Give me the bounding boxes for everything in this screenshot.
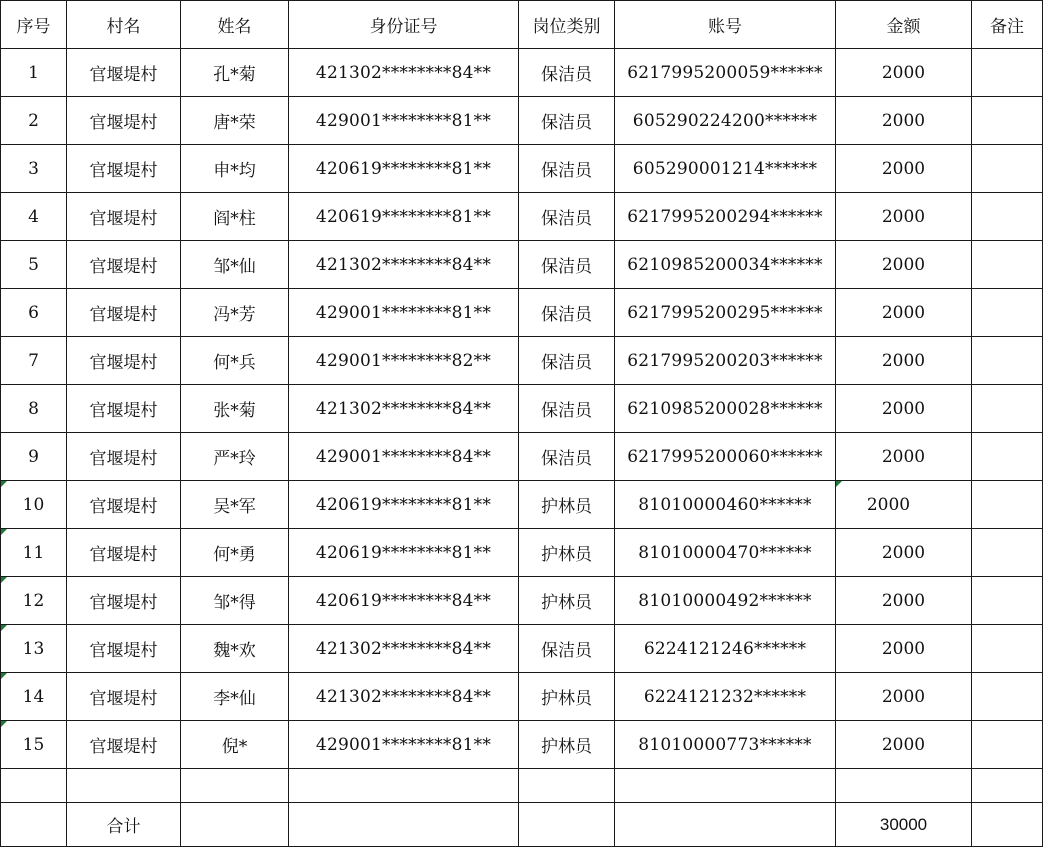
amount-cell[interactable]: 2000	[836, 97, 972, 145]
row-number-cell[interactable]: 4	[1, 193, 67, 241]
id-number-cell[interactable]: 421302********84**	[289, 625, 519, 673]
id-number-cell[interactable]: 421302********84**	[289, 241, 519, 289]
amount-cell[interactable]: 2000	[836, 721, 972, 769]
note-cell[interactable]	[972, 481, 1043, 529]
account-number-cell[interactable]: 6217995200295******	[615, 289, 836, 337]
header-cell-note[interactable]: 备注	[972, 1, 1043, 49]
account-number-cell[interactable]: 6217995200060******	[615, 433, 836, 481]
role-cell[interactable]: 保洁员	[519, 97, 615, 145]
amount-cell[interactable]: 2000	[836, 193, 972, 241]
id-number-cell[interactable]: 420619********81**	[289, 145, 519, 193]
table-cell[interactable]	[836, 769, 972, 803]
row-number-cell[interactable]: 15	[1, 721, 67, 769]
account-number-cell[interactable]: 81010000470******	[615, 529, 836, 577]
name-cell[interactable]: 阎*柱	[181, 193, 289, 241]
id-number-cell[interactable]: 429001********84**	[289, 433, 519, 481]
table-row	[1, 577, 1043, 625]
table-row	[1, 433, 1043, 481]
amount-cell[interactable]: 2000	[836, 481, 972, 529]
table-cell[interactable]	[519, 769, 615, 803]
header-cell-account[interactable]: 账号	[615, 1, 836, 49]
table-cell[interactable]	[615, 769, 836, 803]
table-row	[1, 145, 1043, 193]
amount-cell[interactable]: 2000	[836, 529, 972, 577]
name-cell[interactable]: 吴*军	[181, 481, 289, 529]
account-number-cell[interactable]: 605290001214******	[615, 145, 836, 193]
village-cell[interactable]: 官堰堤村	[67, 241, 181, 289]
role-cell[interactable]: 保洁员	[519, 433, 615, 481]
role-cell[interactable]: 保洁员	[519, 625, 615, 673]
table-cell[interactable]	[1, 769, 67, 803]
village-cell[interactable]: 官堰堤村	[67, 97, 181, 145]
table-row	[1, 481, 1043, 529]
village-cell[interactable]: 官堰堤村	[67, 625, 181, 673]
amount-cell[interactable]: 2000	[836, 385, 972, 433]
amount-cell[interactable]: 2000	[836, 337, 972, 385]
id-number-cell[interactable]: 420619********81**	[289, 529, 519, 577]
table-cell[interactable]	[972, 769, 1043, 803]
account-number-cell[interactable]: 6217995200294******	[615, 193, 836, 241]
role-cell[interactable]: 护林员	[519, 529, 615, 577]
name-cell[interactable]: 魏*欢	[181, 625, 289, 673]
account-number-cell[interactable]: 81010000460******	[615, 481, 836, 529]
header-cell-name[interactable]: 姓名	[181, 1, 289, 49]
table-row	[1, 721, 1043, 769]
role-cell[interactable]: 保洁员	[519, 289, 615, 337]
table-row	[1, 673, 1043, 721]
table-row	[1, 193, 1043, 241]
village-cell[interactable]: 官堰堤村	[67, 385, 181, 433]
total-label[interactable]: 合计	[67, 803, 181, 847]
name-cell[interactable]: 倪*	[181, 721, 289, 769]
note-cell[interactable]	[972, 625, 1043, 673]
table-row	[1, 337, 1043, 385]
table-cell[interactable]	[289, 769, 519, 803]
id-number-cell[interactable]: 429001********82**	[289, 337, 519, 385]
name-cell[interactable]: 邹*得	[181, 577, 289, 625]
row-number-cell[interactable]: 5	[1, 241, 67, 289]
row-number-cell[interactable]: 11	[1, 529, 67, 577]
id-number-cell[interactable]: 421302********84**	[289, 49, 519, 97]
village-cell[interactable]: 官堰堤村	[67, 721, 181, 769]
village-cell[interactable]: 官堰堤村	[67, 145, 181, 193]
role-cell[interactable]: 保洁员	[519, 49, 615, 97]
header-cell-role[interactable]: 岗位类别	[519, 1, 615, 49]
row-number-cell[interactable]: 1	[1, 49, 67, 97]
village-cell[interactable]: 官堰堤村	[67, 289, 181, 337]
name-cell[interactable]: 何*勇	[181, 529, 289, 577]
table-cell[interactable]	[615, 803, 836, 847]
id-number-cell[interactable]: 429001********81**	[289, 721, 519, 769]
table-row	[1, 385, 1043, 433]
id-number-cell[interactable]: 421302********84**	[289, 673, 519, 721]
header-cell-village[interactable]: 村名	[67, 1, 181, 49]
role-cell[interactable]: 保洁员	[519, 145, 615, 193]
table-cell[interactable]	[1, 803, 67, 847]
amount-cell[interactable]: 2000	[836, 673, 972, 721]
note-cell[interactable]	[972, 289, 1043, 337]
row-number-cell[interactable]: 12	[1, 577, 67, 625]
empty-row	[1, 769, 1043, 803]
row-number-cell[interactable]: 8	[1, 385, 67, 433]
name-cell[interactable]: 何*兵	[181, 337, 289, 385]
account-number-cell[interactable]: 6210985200034******	[615, 241, 836, 289]
account-number-cell[interactable]: 6217995200203******	[615, 337, 836, 385]
account-number-cell[interactable]: 81010000773******	[615, 721, 836, 769]
header-cell-amount[interactable]: 金额	[836, 1, 972, 49]
name-cell[interactable]: 冯*芳	[181, 289, 289, 337]
id-number-cell[interactable]: 420619********81**	[289, 193, 519, 241]
amount-cell[interactable]: 2000	[836, 145, 972, 193]
table-row	[1, 529, 1043, 577]
name-cell[interactable]: 孔*菊	[181, 49, 289, 97]
note-cell[interactable]	[972, 145, 1043, 193]
header-cell-id[interactable]: 身份证号	[289, 1, 519, 49]
row-number-cell[interactable]: 9	[1, 433, 67, 481]
header-cell-no[interactable]: 序号	[1, 1, 67, 49]
account-number-cell[interactable]: 81010000492******	[615, 577, 836, 625]
row-number-cell[interactable]: 10	[1, 481, 67, 529]
total-amount[interactable]: 30000	[836, 803, 972, 847]
amount-cell[interactable]: 2000	[836, 433, 972, 481]
row-number-cell[interactable]: 6	[1, 289, 67, 337]
role-cell[interactable]: 保洁员	[519, 241, 615, 289]
account-number-cell[interactable]: 6217995200059******	[615, 49, 836, 97]
role-cell[interactable]: 护林员	[519, 481, 615, 529]
table-row	[1, 97, 1043, 145]
village-cell[interactable]: 官堰堤村	[67, 673, 181, 721]
table-cell[interactable]	[67, 769, 181, 803]
account-number-cell[interactable]: 6210985200028******	[615, 385, 836, 433]
table-row	[1, 289, 1043, 337]
role-cell[interactable]: 保洁员	[519, 385, 615, 433]
table-body	[1, 49, 1043, 847]
note-cell[interactable]	[972, 673, 1043, 721]
row-number-cell[interactable]: 2	[1, 97, 67, 145]
amount-cell[interactable]: 2000	[836, 241, 972, 289]
note-cell[interactable]	[972, 385, 1043, 433]
table-cell[interactable]	[181, 769, 289, 803]
id-number-cell[interactable]: 429001********81**	[289, 97, 519, 145]
account-number-cell[interactable]: 605290224200******	[615, 97, 836, 145]
village-cell[interactable]: 官堰堤村	[67, 49, 181, 97]
name-cell[interactable]: 唐*荣	[181, 97, 289, 145]
village-cell[interactable]: 官堰堤村	[67, 577, 181, 625]
row-number-cell[interactable]: 3	[1, 145, 67, 193]
account-number-cell[interactable]: 6224121246******	[615, 625, 836, 673]
name-cell[interactable]: 申*均	[181, 145, 289, 193]
note-cell[interactable]	[972, 721, 1043, 769]
table-cell[interactable]	[289, 803, 519, 847]
note-cell[interactable]	[972, 433, 1043, 481]
row-number-cell[interactable]: 7	[1, 337, 67, 385]
table-cell[interactable]	[181, 803, 289, 847]
name-cell[interactable]: 严*玲	[181, 433, 289, 481]
role-cell[interactable]: 保洁员	[519, 193, 615, 241]
id-number-cell[interactable]: 420619********84**	[289, 577, 519, 625]
village-cell[interactable]: 官堰堤村	[67, 433, 181, 481]
account-number-cell[interactable]: 6224121232******	[615, 673, 836, 721]
row-number-cell[interactable]: 13	[1, 625, 67, 673]
village-cell[interactable]: 官堰堤村	[67, 337, 181, 385]
amount-cell[interactable]: 2000	[836, 625, 972, 673]
name-cell[interactable]: 邹*仙	[181, 241, 289, 289]
amount-cell[interactable]: 2000	[836, 49, 972, 97]
role-cell[interactable]: 护林员	[519, 721, 615, 769]
role-cell[interactable]: 保洁员	[519, 337, 615, 385]
id-number-cell[interactable]: 429001********81**	[289, 289, 519, 337]
total-row	[1, 803, 1043, 847]
role-cell[interactable]: 护林员	[519, 673, 615, 721]
table-cell[interactable]	[519, 803, 615, 847]
village-cell[interactable]: 官堰堤村	[67, 481, 181, 529]
table-row	[1, 49, 1043, 97]
row-number-cell[interactable]: 14	[1, 673, 67, 721]
header-row	[1, 1, 1043, 49]
amount-cell[interactable]: 2000	[836, 577, 972, 625]
village-cell[interactable]: 官堰堤村	[67, 193, 181, 241]
note-cell[interactable]	[972, 193, 1043, 241]
note-cell[interactable]	[972, 97, 1043, 145]
note-cell[interactable]	[972, 49, 1043, 97]
id-number-cell[interactable]: 421302********84**	[289, 385, 519, 433]
table-row	[1, 241, 1043, 289]
table-row	[1, 625, 1043, 673]
id-number-cell[interactable]: 420619********81**	[289, 481, 519, 529]
note-cell[interactable]	[972, 337, 1043, 385]
name-cell[interactable]: 张*菊	[181, 385, 289, 433]
note-cell[interactable]	[972, 577, 1043, 625]
note-cell[interactable]	[972, 529, 1043, 577]
amount-cell[interactable]: 2000	[836, 289, 972, 337]
village-cell[interactable]: 官堰堤村	[67, 529, 181, 577]
role-cell[interactable]: 护林员	[519, 577, 615, 625]
name-cell[interactable]: 李*仙	[181, 673, 289, 721]
table-cell[interactable]	[972, 803, 1043, 847]
note-cell[interactable]	[972, 241, 1043, 289]
